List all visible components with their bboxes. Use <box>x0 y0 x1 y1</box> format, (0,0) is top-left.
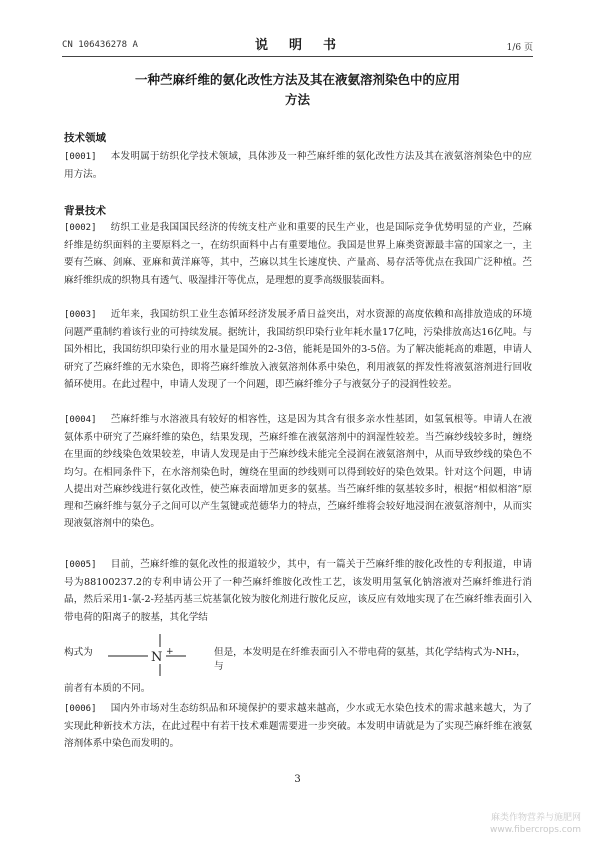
page-indicator: 1/6 页 <box>506 43 533 53</box>
paragraph-number: [0001] <box>64 152 97 162</box>
paragraph-0003 <box>64 306 532 393</box>
chemical-formula-block <box>64 630 534 678</box>
paragraph-text: 纺织工业是我国国民经济的传统支柱产业和重要的民生产业，也是国际竞争优势明显的产业，苎麻纤维是纺织面料的主要原料之一，在纺织面料中占有重要地位。我国是世界上麻类资源最丰富的国家之一，主要有苎麻、剑麻、亚麻和黄洋麻等，其中，苎麻以其生长速度快、产量高、易存活等优点在我国广泛种植。苎麻纤维织成的织物具有透气、吸湿排汗等优点，是理想的夏季高级服装面料。 <box>64 222 532 286</box>
document-type-heading: 说 明 书 <box>254 38 340 53</box>
svg-text:+: + <box>166 647 174 657</box>
paragraph-number: [0005] <box>64 560 97 570</box>
patent-number: CN 106436278 A <box>62 40 138 50</box>
watermark-line-1: 麻类作物营养与施肥网 <box>490 813 581 823</box>
paragraph-0006 <box>64 700 532 753</box>
paragraph-number: [0006] <box>64 704 97 714</box>
paragraph-0004 <box>64 411 532 532</box>
header-divider <box>62 56 533 57</box>
document-title <box>70 70 525 110</box>
svg-text:N: N <box>151 650 163 665</box>
paragraph-text: 目前，苎麻纤维的氨化改性的报道较少，其中，有一篇关于苎麻纤维的胺化改性的专利报道，申请号为88100237.2的专利申请公开了一种苎麻纤维胺化改性工艺，该发明用氢氧化钠溶液对苎麻纤维进行消晶，然后采用1-氯-2-羟基丙基三烷基氯化铵为胺化剂进行胺化反应，该反应有效地实现了在苎麻纤维表面引入带电荷的阳离子的胺基，其化学结 <box>64 559 532 623</box>
paragraph-text: 近年来，我国纺织工业生态循环经济发展矛盾日益突出，对水资源的高度依赖和高排放造成的环境问题严重制约着该行业的可持续发展。据统计，我国纺织印染行业年耗水量17亿吨，污染排放高达16亿吨。与国外相比，我国纺织印染行业的用水量是国外的2-3倍，能耗是国外的3-5倍。为了解决能耗高的难题，申请人研究了苎麻纤维的无水染色，即将苎麻纤维放入液氨溶剂体系中染色，利用液氨的挥发性将液氨溶剂进行回收循环使用。在此过程中，申请人发现了一个问题，即苎麻纤维分子与液氨分子的浸润性较差。 <box>64 309 532 390</box>
paragraph-number: [0002] <box>64 223 97 233</box>
title-line-2: 方法 <box>284 92 310 107</box>
watermark-line-2: www.fibercrops.com <box>490 825 581 835</box>
page-number: 3 <box>294 774 301 785</box>
paragraph-0001 <box>64 148 532 183</box>
paragraph-text: 国内外市场对生态纺织品和环境保护的要求越来越高，少水或无水染色技术的需求越来越大，为了实现此种新技术方法，在此过程中有若干技术难题需要进一步突破。本发明申请就是为了实现苎麻纤维在液氨溶剂体系中染色而发明的。 <box>64 703 532 750</box>
formula-lead-text: 构式为 <box>64 647 93 658</box>
title-line-1: 一种苎麻纤维的氨化改性方法及其在液氨溶剂染色中的应用 <box>134 72 460 87</box>
paragraph-text: 苎麻纤维与水溶液具有较好的相容性，这是因为其含有很多亲水性基团，如氢氧根等。申请人在液氨体系中研究了苎麻纤维的染色，结果发现，苎麻纤维在液氨溶剂中的润湿性较差。当苎麻纱线较多时，缠绕在里面的纱线染色效果较差，申请人发现是由于苎麻纱线未能完全浸润在液氨溶剂中，从而导致纱线的染色不均匀。在相同条件下，在水溶剂染色时，缠绕在里面的纱线则可以得到较好的染色效果。针对这个问题，申请人提出对苎麻纱线进行氨化改性，使苎麻表面增加更多的氨基。当苎麻纤维的氨基较多时，根据“相似相溶”原理和苎麻纤维与氨分子之间可以产生氢键或范德华力的特点，苎麻纤维将会较好地浸润在液氨溶剂中，从而实现液氨溶剂中的染色。 <box>64 414 532 530</box>
section-heading-background: 背景技术 <box>64 205 106 217</box>
quaternary-ammonium-structure <box>108 630 208 678</box>
watermark <box>490 812 581 836</box>
section-heading-tech-field: 技术领域 <box>64 132 106 144</box>
paragraph-0005 <box>64 556 532 626</box>
paragraph-number: [0004] <box>64 415 97 425</box>
formula-continuation: 前者有本质的不同。 <box>64 683 151 694</box>
paragraph-text: 本发明属于纺织化学技术领域，具体涉及一种苎麻纤维的氨化改性方法及其在液氨溶剂染色中的应用方法。 <box>64 151 532 181</box>
formula-tail-text: 但是，本发明是在纤维表面引入不带电荷的氨基，其化学结构式为-NH₂，与 <box>214 647 526 672</box>
paragraph-0002 <box>64 219 532 289</box>
paragraph-number: [0003] <box>64 310 97 320</box>
